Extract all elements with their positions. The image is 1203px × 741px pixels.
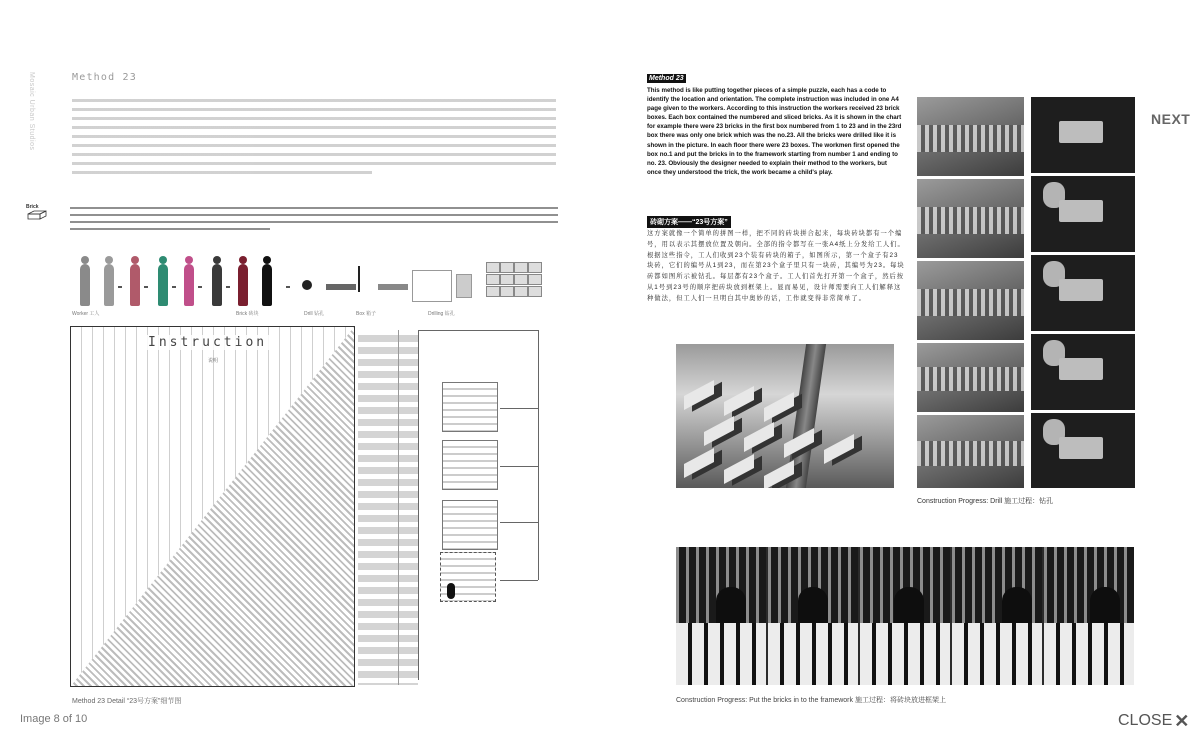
brick-shape <box>1059 121 1103 143</box>
close-label: CLOSE <box>1118 712 1173 729</box>
close-button[interactable] <box>1118 712 1189 730</box>
strip-frame <box>952 547 1042 685</box>
instruction-title: Instruction <box>148 335 268 350</box>
brick-grid-cell <box>500 274 514 285</box>
worker-figure <box>104 264 114 306</box>
arrow <box>118 286 122 288</box>
detail-box <box>442 500 498 550</box>
brick-grid-cell <box>486 274 500 285</box>
connector-line <box>500 580 538 581</box>
connector-line <box>500 408 538 409</box>
brick-grid-cell <box>514 274 528 285</box>
chinese-text-block <box>70 205 558 231</box>
method-tag: Method 23 <box>649 75 684 82</box>
brick-number-column <box>358 330 418 685</box>
connector-line <box>418 330 538 331</box>
arrow <box>144 286 148 288</box>
worker-figure <box>158 264 168 306</box>
brick-grid-cell <box>514 262 528 273</box>
drill-photo <box>1031 176 1135 252</box>
brick-icon-label: Brick <box>26 204 39 210</box>
brick-slab <box>684 380 714 410</box>
brick-slab <box>824 434 854 464</box>
brick-slab <box>744 422 774 452</box>
next-button[interactable]: NEXT <box>1151 111 1191 127</box>
brick-bar <box>378 284 408 290</box>
brick-shape <box>1059 358 1103 380</box>
brick-slab <box>764 392 794 422</box>
strip-frame <box>1044 547 1134 685</box>
arrow <box>226 286 230 288</box>
strip-frame <box>860 547 950 685</box>
figure-label: Worker 工人 <box>72 311 100 317</box>
method-heading: Method 23 <box>72 72 137 83</box>
brick-shape <box>1059 437 1103 459</box>
process-diagram-row <box>72 258 542 328</box>
figure-label: Brick 砖块 <box>236 311 259 317</box>
detail-box <box>440 552 496 602</box>
worker-figure <box>798 587 828 637</box>
drill-photo <box>1031 97 1135 173</box>
detail-box <box>442 440 498 490</box>
brick-grid-cell <box>486 286 500 297</box>
brick-icon <box>26 204 48 222</box>
worker-figure <box>1002 587 1032 637</box>
arrow <box>286 286 290 288</box>
connector-line <box>538 330 539 580</box>
instruction-chart <box>70 326 355 687</box>
connector-line <box>418 330 419 680</box>
construction-photo <box>917 261 1024 340</box>
worker-figure <box>716 587 746 637</box>
connector-line <box>500 522 538 523</box>
drill-icon <box>302 280 312 290</box>
drill-bar <box>326 284 356 290</box>
figure-label: Box 箱子 <box>356 311 377 317</box>
figure-caption: Method 23 Detail “23号方案”细节图 <box>72 698 182 705</box>
facade-photo <box>676 344 894 488</box>
brick-grid-cell <box>486 262 500 273</box>
worker-photo-strip <box>676 547 1134 685</box>
arrow <box>198 286 202 288</box>
worker-figure <box>1090 587 1120 637</box>
flag-pole <box>358 266 360 292</box>
brick-grid-cell <box>500 262 514 273</box>
image-counter: Image 8 of 10 <box>20 713 88 725</box>
worker-figure <box>130 264 140 306</box>
connector-line <box>500 466 538 467</box>
worker-figure <box>262 264 272 306</box>
construction-photo <box>917 97 1024 176</box>
brick-grid-cell <box>500 286 514 297</box>
drill-photo <box>1031 413 1135 488</box>
worker-figure <box>184 264 194 306</box>
strip-frame <box>676 547 766 685</box>
brick-grid-cell <box>528 262 542 273</box>
brick-slab <box>724 454 754 484</box>
construction-photo <box>917 343 1024 412</box>
worker-figure <box>447 583 455 599</box>
brick-triangle-pattern <box>71 327 354 686</box>
spine-credit: Mosaic Urban Studios <box>28 72 35 151</box>
brick-shape <box>1059 200 1103 222</box>
figure-label: Drill 钻孔 <box>304 311 324 317</box>
drill-photo <box>1031 334 1135 410</box>
drill-photo <box>1031 255 1135 331</box>
box-block <box>456 274 472 298</box>
worker-figure <box>212 264 222 306</box>
detail-box <box>442 382 498 432</box>
strip-caption: Construction Progress: Put the bricks in to the framework 施工过程：将砖块放进框架上 <box>676 697 946 704</box>
box-outline <box>412 270 452 302</box>
construction-photo <box>917 415 1024 488</box>
brick-grid-cell <box>528 274 542 285</box>
english-text-block <box>72 96 556 176</box>
brick-grid-cell <box>528 286 542 297</box>
figure-label: Drilling 钻孔 <box>428 311 455 317</box>
chinese-paragraph: 这方案就像一个简单的拼图一样，把不同的砖块拼合起来，每块砖块都有一个编号，用以表示其摆放位置及朝向。全部的指令都写在一张A4纸上分发给工人们。根据这些指令，工人们收到23个装有砖块的箱子，如图所示，第一个盒子有23块砖，它们的编号从1到23，而在第23个盒子里只有一块砖，其编号为23。每块砖都如图所示被钻孔。每层都有23个盒子。工人们首先打开第一个盒子，然后按从1号到23号的顺序把砖块放到框架上。显而易见，设计师需要向工人们解释这种做法，但工人们一旦明白其中奥妙的话，工作就变得非常简单了。 <box>647 230 905 302</box>
instruction-subtitle: 说明 <box>208 358 219 364</box>
arrow <box>172 286 176 288</box>
drill-caption: Construction Progress: Drill 施工过程：钻孔 <box>917 498 1054 505</box>
worker-figure <box>238 264 248 306</box>
worker-figure <box>80 264 90 306</box>
chinese-tag: 砖砌方案——“23号方案” <box>647 216 731 228</box>
brick-slab <box>704 416 734 446</box>
worker-figure <box>894 587 924 637</box>
brick-shape <box>26 204 48 222</box>
strip-frame <box>768 547 858 685</box>
construction-photo <box>917 179 1024 258</box>
brick-grid-cell <box>514 286 528 297</box>
brick-slab <box>724 386 754 416</box>
english-paragraph: This method is like putting together pieces of a simple puzzle, each has a code to identify the location and orientation. The complete instruction was included in one A4 page given to the workers. According to this instruction the workers received 23 brick boxes. Each box contained the numbered and sliced bricks. As it is shown in the chart for example there were 23 bricks in the first box numbered from 1 to 23 and in the 23rd box there was only one brick which was the no.23. All the bricks were drilled like it is shown in the picture. In each floor there were 23 boxes. The workmen first opened the box no.1 and put the bricks in to the framework starting from number 1 and ending to no. 23. Obviously the designer needed to explain their method to the workers, but once they understood the trick, the work became a child's play. <box>647 87 902 176</box>
brick-slab <box>684 448 714 478</box>
close-icon: ✕ <box>1174 711 1190 731</box>
brick-shape <box>1059 279 1103 301</box>
